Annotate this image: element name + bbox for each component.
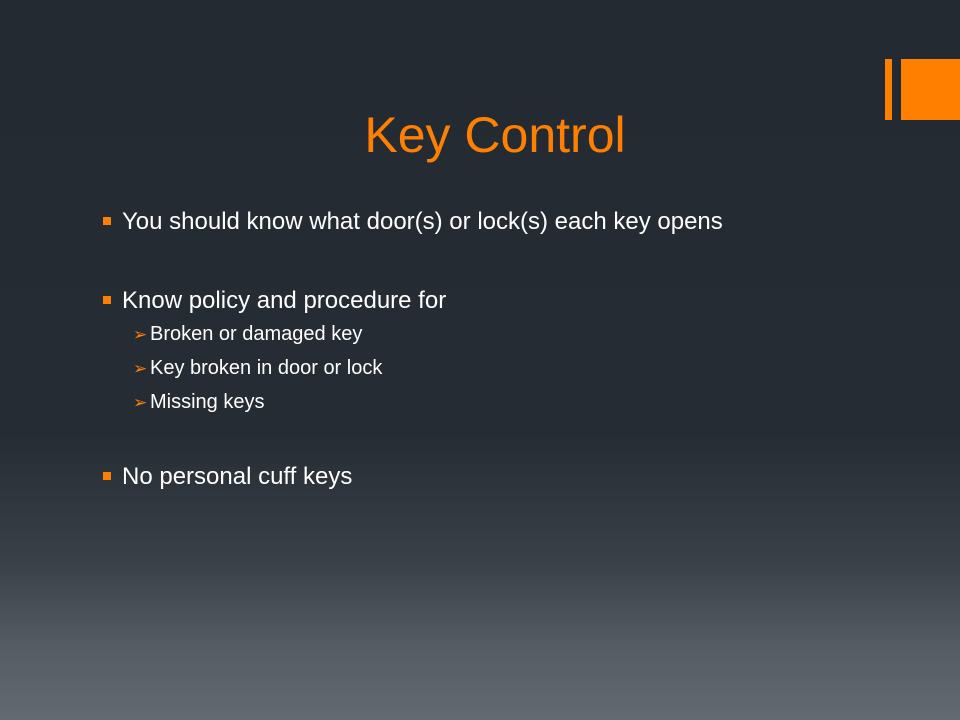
sub-bullet-text: Broken or damaged key: [150, 323, 363, 345]
square-bullet-icon: [103, 217, 111, 225]
arrow-bullet-icon: ➢: [133, 393, 148, 412]
sub-bullet-text: Key broken in door or lock: [150, 357, 383, 379]
sub-bullet-item: [103, 322, 903, 347]
bullet-list: [103, 207, 903, 492]
sub-bullet-item: [103, 390, 903, 415]
slide-title: Key Control: [364, 107, 626, 163]
sub-bullet-text: Missing keys: [150, 391, 265, 413]
arrow-bullet-icon: ➢: [133, 325, 148, 344]
square-bullet-icon: [103, 472, 111, 480]
bullet-item: [103, 462, 903, 492]
bullet-text: Know policy and procedure for: [122, 287, 447, 314]
bullet-text: No personal cuff keys: [122, 463, 353, 490]
bullet-text: You should know what door(s) or lock(s) each key opens: [122, 208, 723, 235]
bullet-item: [103, 207, 903, 237]
bullet-item: [103, 286, 903, 316]
square-bullet-icon: [103, 296, 111, 304]
sub-bullet-item: [103, 356, 903, 381]
arrow-bullet-icon: ➢: [133, 359, 148, 378]
